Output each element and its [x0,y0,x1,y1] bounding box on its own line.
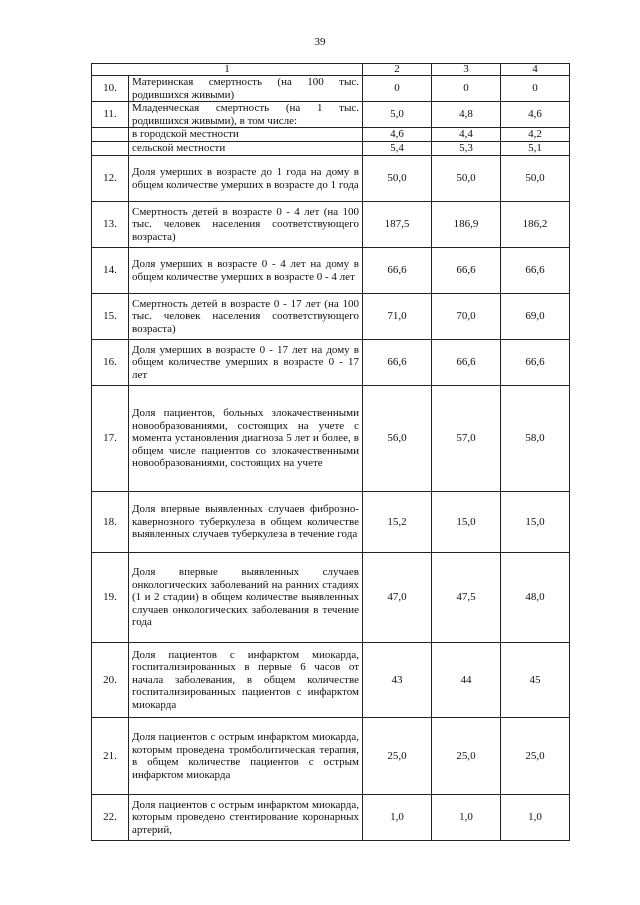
row-description: в городской местности [129,128,363,142]
table-row [92,643,570,718]
table-row [92,156,570,202]
header-cell-4: 4 [501,64,570,76]
table-row [92,248,570,294]
row-value-col3: 57,0 [432,386,501,492]
header-cell-2: 2 [363,64,432,76]
table-row [92,294,570,340]
row-value-col2: 66,6 [363,248,432,294]
row-value-col4: 66,6 [501,340,570,386]
row-description: Доля пациентов с острым инфарктом миокарда, которым проведено стентирование коронарных артерий, [129,795,363,841]
header-cell-3: 3 [432,64,501,76]
row-value-col3: 186,9 [432,202,501,248]
row-value-col3: 70,0 [432,294,501,340]
row-description: Доля впервые выявленных случаев фиброзно-кавернозного туберкулеза в общем количестве выявленных случаев туберкулеза в течение года [129,492,363,553]
row-number: 22. [92,795,129,841]
row-number: 18. [92,492,129,553]
row-value-col4: 5,1 [501,142,570,156]
row-number: 10. [92,76,129,102]
row-description: Доля умерших в возрасте 0 - 4 лет на дому в общем количестве умерших в возрасте 0 - 4 лет [129,248,363,294]
table-row [92,142,570,156]
table-row [92,795,570,841]
row-value-col3: 25,0 [432,718,501,795]
row-value-col2: 1,0 [363,795,432,841]
row-value-col4: 48,0 [501,553,570,643]
row-value-col3: 47,5 [432,553,501,643]
row-value-col2: 47,0 [363,553,432,643]
row-value-col3: 66,6 [432,340,501,386]
row-value-col2: 5,0 [363,102,432,128]
table-row [92,718,570,795]
row-description: Младенческая смертность (на 1 тыс. родившихся живыми), в том числе: [129,102,363,128]
row-value-col3: 4,8 [432,102,501,128]
row-value-col4: 186,2 [501,202,570,248]
table-row [92,553,570,643]
row-description: Доля пациентов с инфарктом миокарда, госпитализированных в первые 6 часов от начала заболевания, в общем количестве госпитализированных пациентов с инфарктом миокарда [129,643,363,718]
row-value-col4: 4,2 [501,128,570,142]
row-value-col4: 0 [501,76,570,102]
row-value-col2: 25,0 [363,718,432,795]
row-value-col4: 1,0 [501,795,570,841]
row-value-col2: 5,4 [363,142,432,156]
row-description: Смертность детей в возрасте 0 - 17 лет (на 100 тыс. человек населения соответствующего возраста) [129,294,363,340]
row-value-col2: 187,5 [363,202,432,248]
row-number [92,142,129,156]
row-description: Доля пациентов, больных злокачественными новообразованиями, состоящих на учете с момента установления диагноза 5 лет и более, в общем числе пациентов со злокачественными новообразованиями, состоящих на учете [129,386,363,492]
table-row [92,492,570,553]
table-row [92,386,570,492]
row-number: 12. [92,156,129,202]
table-row [92,340,570,386]
row-number [92,128,129,142]
row-value-col4: 15,0 [501,492,570,553]
row-value-col4: 45 [501,643,570,718]
row-description: сельской местности [129,142,363,156]
row-value-col4: 25,0 [501,718,570,795]
row-value-col4: 69,0 [501,294,570,340]
row-number: 17. [92,386,129,492]
row-value-col2: 56,0 [363,386,432,492]
table-row [92,202,570,248]
table-header-row [92,64,570,76]
indicators-table [91,63,570,841]
row-value-col2: 50,0 [363,156,432,202]
row-number: 16. [92,340,129,386]
row-value-col4: 4,6 [501,102,570,128]
page-number: 39 [314,36,326,48]
row-number: 19. [92,553,129,643]
row-value-col4: 58,0 [501,386,570,492]
row-value-col3: 1,0 [432,795,501,841]
row-number: 11. [92,102,129,128]
row-value-col3: 50,0 [432,156,501,202]
row-number: 20. [92,643,129,718]
row-value-col4: 50,0 [501,156,570,202]
row-value-col2: 15,2 [363,492,432,553]
header-cell-1: 1 [92,64,363,76]
row-value-col2: 4,6 [363,128,432,142]
row-number: 21. [92,718,129,795]
row-value-col3: 0 [432,76,501,102]
row-value-col3: 4,4 [432,128,501,142]
row-value-col3: 15,0 [432,492,501,553]
row-description: Материнская смертность (на 100 тыс. родившихся живыми) [129,76,363,102]
row-value-col3: 66,6 [432,248,501,294]
row-description: Доля умерших в возрасте 0 - 17 лет на дому в общем количестве умерших в возрасте 0 - 17 лет [129,340,363,386]
row-description: Доля впервые выявленных случаев онкологических заболеваний на ранних стадиях (1 и 2 стадии) в общем количестве выявленных случаев онкологических заболевания в течение года [129,553,363,643]
row-number: 14. [92,248,129,294]
row-description: Доля пациентов с острым инфарктом миокарда, которым проведена тромболитическая терапия, в общем количестве пациентов с острым инфарктом миокарда [129,718,363,795]
row-number: 15. [92,294,129,340]
row-description: Доля умерших в возрасте до 1 года на дому в общем количестве умерших в возрасте до 1 года [129,156,363,202]
row-value-col3: 44 [432,643,501,718]
row-number: 13. [92,202,129,248]
table-row [92,76,570,102]
row-value-col2: 66,6 [363,340,432,386]
row-value-col2: 71,0 [363,294,432,340]
row-value-col3: 5,3 [432,142,501,156]
row-description: Смертность детей в возрасте 0 - 4 лет (на 100 тыс. человек населения соответствующего возраста) [129,202,363,248]
row-value-col4: 66,6 [501,248,570,294]
row-value-col2: 0 [363,76,432,102]
row-value-col2: 43 [363,643,432,718]
table-row [92,128,570,142]
table-row [92,102,570,128]
